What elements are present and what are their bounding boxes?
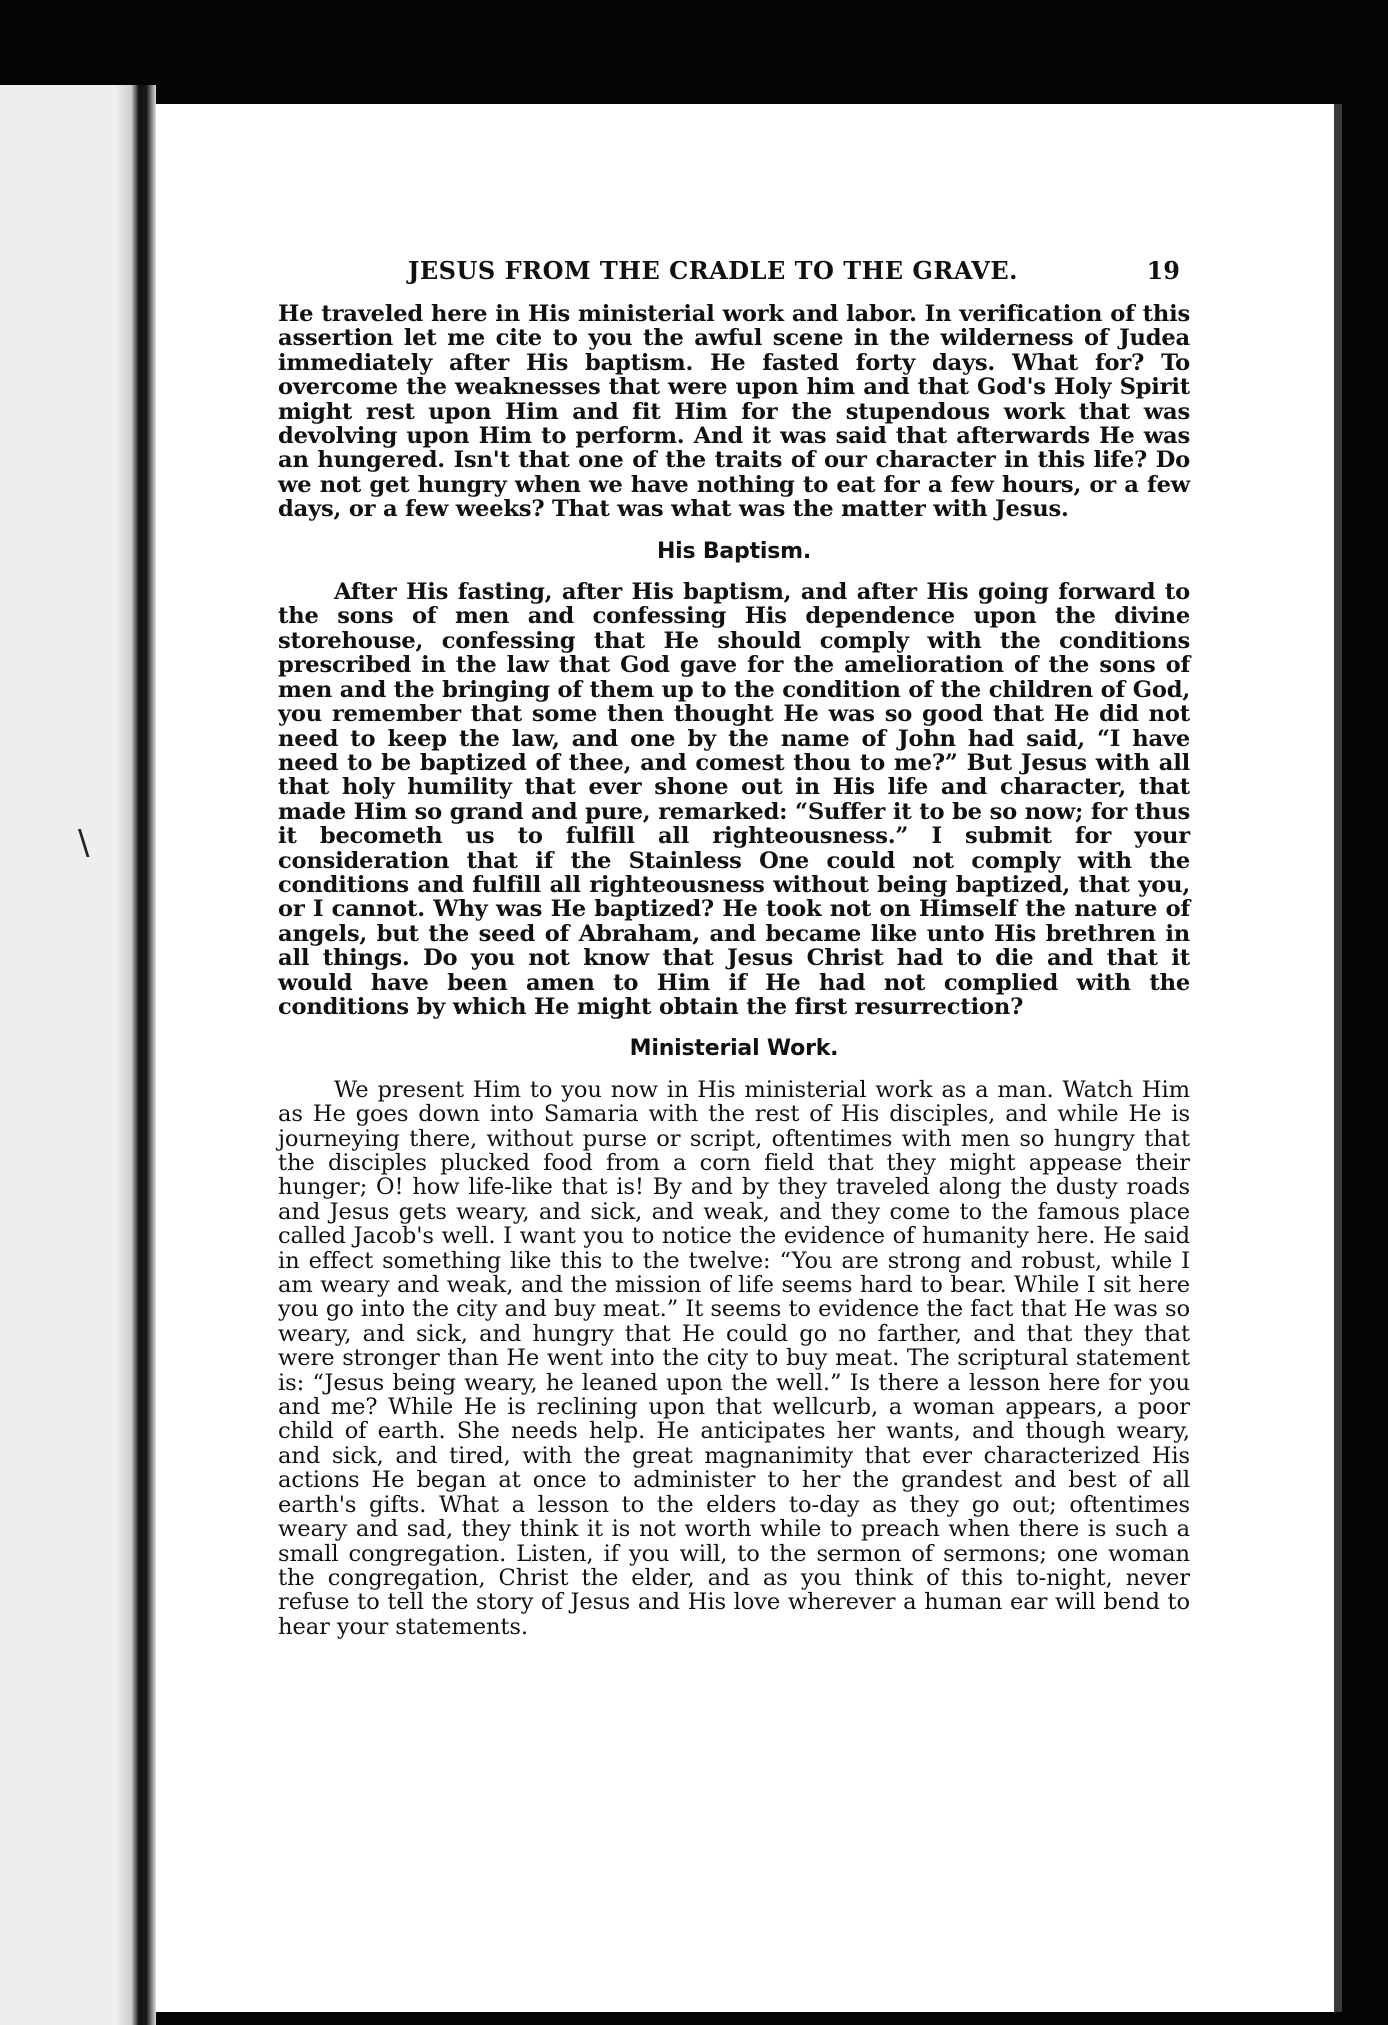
running-head-title: JESUS FROM THE CRADLE TO THE GRAVE. xyxy=(408,256,1018,285)
page-body xyxy=(278,302,1190,1639)
book-spine xyxy=(118,85,156,2025)
page-number: 19 xyxy=(1146,256,1180,285)
section-heading-baptism: His Baptism. xyxy=(656,538,812,564)
adjacent-page-sliver xyxy=(0,85,118,2025)
paragraph-3: We present Him to you now in His ministerial work as a man. Watch Him as He goes down into Samaria with the rest of His disciples, and while He is journeying there, without purse or script, oftentimes with men so hungry that the disciples plucked food from a corn field that they might appease their hunger; O! how life-like that is! By and by they traveled along the dusty roads and Jesus gets weary, and sick, and weak, and they come to the famous place called Jacob's well. I want you to notice the evidence of humanity here. He said in effect something like this to the twelve: “You are strong and robust, while I am weary and weak, and the mission of life seems hard to bear. While I sit here you go into the city and buy meat.” It seems to evidence the fact that He was so weary, and sick, and hungry that He could go no farther, and that they that were stronger than He went into the city to buy meat. The scriptural statement is: “Jesus being weary, he leaned upon the well.” Is there a lesson here for you and me? While He is reclining upon that wellcurb, a woman appears, a poor child of earth. She needs help. He anticipates her wants, and though weary, and sick, and tired, with the great magnanimity that ever characterized His actions He began at once to administer to her the grandest and best of all earth's gifts. What a lesson to the elders to-day as they go out; oftentimes weary and sad, they think it is not worth while to preach when there is such a small congregation. Listen, if you will, to the sermon of sermons; one woman the congregation, Christ the elder, and as you think of this to-night, never refuse to tell the story of Jesus and His love wherever a human ear will bend to hear your statements. xyxy=(278,1076,1190,1640)
margin-mark: \ xyxy=(78,823,90,863)
page-edge xyxy=(1334,104,1342,2012)
paragraph-1: He traveled here in His ministerial work and labor. In verification of this assertion let me cite to you the awful scene in the wilderness of Judea immediately after His baptism. He fasted forty days. What for? To overcome the weaknesses that were upon him and that God's Holy Spirit might rest upon Him and fit Him for the stupendous work that was devolving upon Him to perform. And it was said that afterwards He was an hungered. Isn't that one of the traits of our character in this life? Do we not get hungry when we have nothing to eat for a few hours, or a few days, or a few weeks? That was what was the matter with Jesus. xyxy=(278,301,1190,523)
running-head xyxy=(250,256,1180,285)
section-heading-ministerial-work: Ministerial Work. xyxy=(629,1036,839,1062)
paragraph-2: After His fasting, after His baptism, and after His going forward to the sons of men and confessing His dependence upon the divine storehouse, confessing that He should comply with the conditions prescribed in the law that God gave for the amelioration of the sons of men and the bringing of them up to the condition of the children of God, you remember that some then thought He was so good that He did not need to keep the law, and one by the name of John had said, “I have need to be baptized of thee, and comest thou to me?” But Jesus with all that holy humility that ever shone out in His life and character, that made Him so grand and pure, remarked: “Suffer it to be so now; for thus it becometh us to fulfill all righteousness.” I submit for your consideration that if the Stainless One could not comply with the conditions and fulfill all righteousness without being baptized, that you, or I cannot. Why was He baptized? He took not on Himself the nature of angels, but the seed of Abraham, and became like unto His brethren in all things. Do you not know that Jesus Christ had to die and that it would have been amen to Him if He had not complied with the conditions by which He might obtain the first resurrection? xyxy=(278,579,1190,1020)
